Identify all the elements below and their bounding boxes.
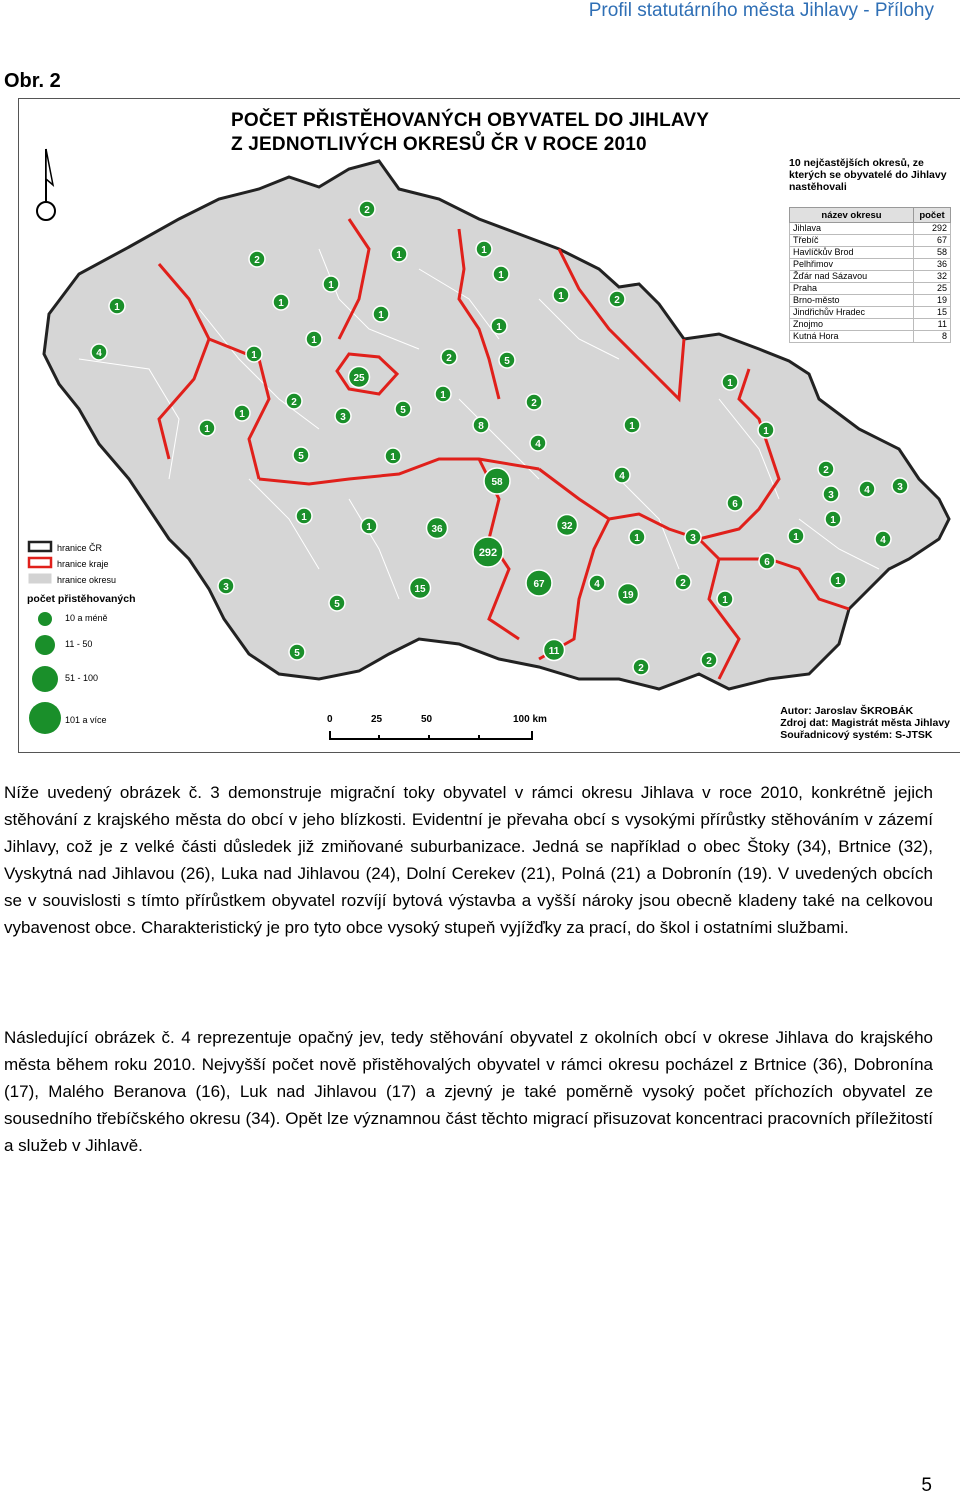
district-bubble: [199, 420, 215, 436]
district-bubble: [273, 294, 289, 310]
district-bubble: [717, 591, 733, 607]
district-name: Praha: [790, 283, 914, 295]
district-bubble: [289, 644, 305, 660]
district-count: 58: [914, 247, 951, 259]
bubble-label: 4: [535, 439, 541, 450]
district-bubble: [361, 518, 377, 534]
district-bubble: [473, 537, 503, 567]
district-bubble: [892, 478, 908, 494]
bubble-label: 32: [561, 521, 573, 532]
bubble-label: 5: [504, 356, 510, 367]
district-bubble: [296, 508, 312, 524]
legend-size-2: 11 - 50: [65, 639, 93, 649]
district-bubble: [609, 291, 625, 307]
district-bubble: [410, 578, 431, 599]
district-bubble: [395, 401, 411, 417]
scale-label-100: 100 km: [513, 714, 547, 725]
district-name: Jindřichův Hradec: [790, 307, 914, 319]
district-bubble: [476, 241, 492, 257]
district-count: 32: [914, 271, 951, 283]
district-bubble: [526, 570, 552, 596]
bubble-label: 11: [548, 646, 560, 657]
bubble-label: 4: [619, 471, 625, 482]
bubble-label: 1: [763, 426, 769, 437]
district-bubble: [349, 367, 370, 388]
district-bubble: [675, 574, 691, 590]
scale-label-0: 0: [327, 714, 333, 725]
bubble-label: 1: [328, 280, 334, 291]
district-count: 292: [914, 223, 951, 235]
bubble-label: 1: [114, 302, 120, 313]
district-bubble: [629, 529, 645, 545]
district-bubble: [435, 386, 451, 402]
bubble-label: 1: [366, 522, 372, 533]
legend-border-okres: hranice okresu: [57, 575, 117, 585]
district-bubble: [306, 331, 322, 347]
district-count: 36: [914, 259, 951, 271]
bubble-label: 4: [864, 485, 870, 496]
district-bubble: [758, 422, 774, 438]
district-name: Havlíčkův Brod: [790, 247, 914, 259]
district-bubble: [859, 481, 875, 497]
bubble-label: 58: [491, 477, 503, 488]
map-title-line1: POČET PŘISTĚHOVANÝCH OBYVATEL DO JIHLAVY: [231, 110, 710, 131]
legend-size-3: 51 - 100: [65, 673, 99, 683]
bubble-label: 1: [558, 291, 564, 302]
district-bubble: [323, 276, 339, 292]
figure-label: Obr. 2: [4, 70, 61, 92]
district-bubble: [491, 318, 507, 334]
district-bubble: [685, 529, 701, 545]
bubble-label: 5: [400, 405, 406, 416]
bubble-label: 1: [390, 452, 396, 463]
district-bubble: [286, 393, 302, 409]
district-bubble: [875, 531, 891, 547]
legend-border-kraj: hranice kraje: [57, 559, 109, 569]
district-bubble: [359, 201, 375, 217]
district-bubble: [788, 528, 804, 544]
district-bubble: [701, 652, 717, 668]
top10-header-district: název okresu: [790, 208, 914, 223]
bubble-label: 1: [251, 350, 257, 361]
page-number: 5: [921, 1475, 932, 1496]
bubble-label: 1: [722, 595, 728, 606]
scale-label-50: 50: [421, 714, 433, 725]
bubble-label: 5: [294, 648, 300, 659]
bubble-label: 3: [828, 490, 834, 501]
district-bubble: [109, 298, 125, 314]
bubble-label: 67: [533, 579, 545, 590]
district-count: 67: [914, 235, 951, 247]
district-name: Pelhřimov: [790, 259, 914, 271]
bubble-label: 1: [278, 298, 284, 309]
district-name: Jihlava: [790, 223, 914, 235]
district-name: Kutná Hora: [790, 331, 914, 343]
bubble-label: 1: [835, 576, 841, 587]
credits-crs: Souřadnicový systém: S-JTSK: [780, 729, 933, 741]
bubble-label: 1: [440, 390, 446, 401]
bubble-label: 2: [706, 656, 712, 667]
district-bubble: [624, 417, 640, 433]
bubble-label: 3: [340, 412, 346, 423]
bubble-label: 4: [880, 535, 886, 546]
bubble-label: 2: [446, 353, 452, 364]
bubble-label: 2: [254, 255, 260, 266]
district-bubble: [823, 486, 839, 502]
district-bubble: [553, 287, 569, 303]
bubble-label: 6: [732, 499, 738, 510]
bubble-label: 1: [378, 310, 384, 321]
district-bubble: [589, 575, 605, 591]
top10-header-count: počet: [914, 208, 951, 223]
district-count: 8: [914, 331, 951, 343]
bubble-label: 8: [478, 421, 484, 432]
district-bubble: [441, 349, 457, 365]
bubble-label: 1: [830, 515, 836, 526]
district-bubble: [385, 448, 401, 464]
bubble-label: 2: [364, 205, 370, 216]
bubble-label: 1: [204, 424, 210, 435]
district-bubble: [246, 346, 262, 362]
bubble-label: 1: [496, 322, 502, 333]
bubble-label: 1: [481, 245, 487, 256]
legend-size-1: 10 a méně: [65, 613, 108, 623]
bubble-label: 1: [629, 421, 635, 432]
district-bubble: [544, 640, 565, 661]
bubble-label: 15: [414, 584, 426, 595]
district-bubble: [473, 417, 489, 433]
district-bubble: [727, 495, 743, 511]
district-count: 25: [914, 283, 951, 295]
running-header: Profil statutárního města Jihlavy - Přílohy: [588, 0, 934, 21]
district-bubble: [530, 435, 546, 451]
district-bubble: [557, 515, 578, 536]
bubble-label: 1: [311, 335, 317, 346]
bubble-label: 25: [353, 373, 365, 384]
district-bubble: [618, 584, 639, 605]
bubble-label: 19: [622, 590, 634, 601]
scale-label-25: 25: [371, 714, 383, 725]
district-count: 11: [914, 319, 951, 331]
district-bubble: [722, 374, 738, 390]
top10-caption: 10 nejčastějších okresů, ze kterých se obyvatelé do Jihlavy nastěhovali: [789, 157, 947, 193]
district-bubble: [830, 572, 846, 588]
district-bubble: [825, 511, 841, 527]
district-bubble: [427, 518, 448, 539]
bubble-label: 1: [396, 250, 402, 261]
district-count: 15: [914, 307, 951, 319]
legend-size-title: počet přistěhovaných: [27, 593, 136, 605]
district-bubble: [493, 266, 509, 282]
bubble-label: 3: [223, 582, 229, 593]
district-bubble: [391, 246, 407, 262]
bubble-label: 292: [478, 547, 498, 559]
district-bubble: [614, 467, 630, 483]
map-title-line2: Z JEDNOTLIVÝCH OKRESŮ ČR V ROCE 2010: [231, 134, 647, 155]
migration-map: [18, 98, 960, 753]
bubble-label: 6: [764, 557, 770, 568]
credits-author: Autor: Jaroslav ŠKROBÁK: [780, 705, 914, 717]
bubble-label: 1: [634, 533, 640, 544]
legend-size-4: 101 a více: [65, 715, 107, 725]
district-name: Brno-město: [790, 295, 914, 307]
credits-source: Zdroj dat: Magistrát města Jihlavy: [780, 717, 950, 729]
bubble-label: 1: [793, 532, 799, 543]
district-count: 19: [914, 295, 951, 307]
district-bubble: [633, 659, 649, 675]
bubble-layer: [19, 99, 960, 752]
district-name: Znojmo: [790, 319, 914, 331]
district-bubble: [335, 408, 351, 424]
bubble-label: 2: [638, 663, 644, 674]
district-bubble: [91, 344, 107, 360]
bubble-label: 36: [431, 524, 443, 535]
district-bubble: [249, 251, 265, 267]
bubble-label: 2: [614, 295, 620, 306]
district-bubble: [818, 461, 834, 477]
paragraph-2: Následující obrázek č. 4 reprezentuje opačný jev, tedy stěhování obyvatel z okolních obcí v okrese Jihlava do krajského města během roku 2010. Nejvyšší počet nově přistěhovalých obyvatel v rámci okresu pocházel z Brtnice (36), Dobronína (17), Malého Beranova (16), Luk nad Jihlavou (17) a zjevný je také poměrně vysoký počet příchozích obyvatel ze sousedního třebíčského okresu (34). Opět lze významnou část těchto migrací přisuzovat koncentraci pracovních příležitostí a služeb v Jihlavě.: [4, 1028, 933, 1155]
bubble-label: 1: [239, 409, 245, 420]
bubble-label: 3: [897, 482, 903, 493]
district-name: Třebíč: [790, 235, 914, 247]
bubble-label: 2: [531, 398, 537, 409]
legend-border-cr: hranice ČR: [57, 543, 103, 553]
district-bubble: [759, 553, 775, 569]
bubble-label: 2: [291, 397, 297, 408]
bubble-label: 5: [334, 599, 340, 610]
bubble-label: 1: [727, 378, 733, 389]
bubble-label: 4: [96, 348, 102, 359]
bubble-label: 2: [823, 465, 829, 476]
district-bubble: [218, 578, 234, 594]
district-bubble: [484, 468, 510, 494]
district-bubble: [373, 306, 389, 322]
district-bubble: [234, 405, 250, 421]
bubble-label: 4: [594, 579, 600, 590]
paragraph-1: Níže uvedený obrázek č. 3 demonstruje migrační toky obyvatel v rámci okresu Jihlava v roce 2010, konkrétně jejich stěhování z krajského města do obcí v jeho blízkosti. Evidentní je převaha obcí s vysokými přírůstky stěhováním v zázemí Jihlavy, což je z velké části důsledek již zmiňované suburbanizace. Jedná se například o obec Štoky (34), Brtnice (32), Vyskytná nad Jihlavou (26), Luka nad Jihlavou (24), Dolní Cerekev (21), Polná (21) a Dobronín (19). V uvedených obcích se v souvislosti s tímto přírůstkem obyvatel rozvíjí bytová výstavba a vyšší nároky jsou obecně kladeny také na celkovou vybavenost obce. Charakteristický je pro tyto obce vysoký stupeň vyjížďky za prací, do škol i ostatními službami.: [4, 783, 933, 937]
district-bubble: [526, 394, 542, 410]
district-name: Žďár nad Sázavou: [790, 271, 914, 283]
district-bubble: [499, 352, 515, 368]
bubble-label: 5: [298, 451, 304, 462]
bubble-label: 2: [680, 578, 686, 589]
bubble-label: 3: [690, 533, 696, 544]
bubble-label: 1: [498, 270, 504, 281]
district-bubble: [329, 595, 345, 611]
district-bubble: [293, 447, 309, 463]
bubble-label: 1: [301, 512, 307, 523]
